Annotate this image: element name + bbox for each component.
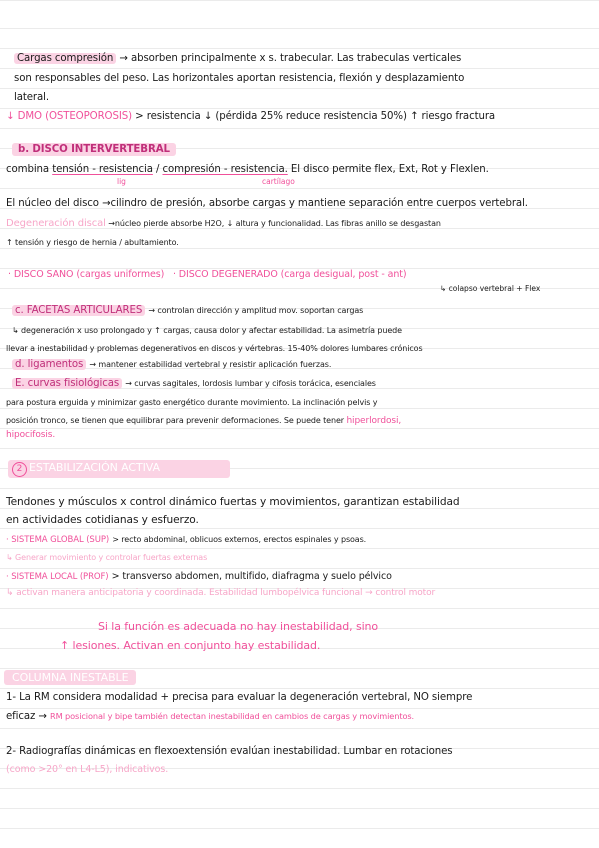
heading-columna: COLUMNA INESTABLE <box>4 670 136 685</box>
line-columna-1: 1- La RM considera modalidad + precisa para evaluar la degeneración vertebral, NO siempre <box>6 692 473 703</box>
text: > resistencia ↓ (pérdida 25% reduce resistencia 50%) ↑ riesgo fractura <box>135 111 496 122</box>
line-disco-1 <box>6 163 489 176</box>
line-facetas <box>12 304 363 317</box>
section-disco-heading <box>12 143 176 156</box>
heading-text: ESTABILIZACIÓN ACTIVA <box>29 461 160 474</box>
note-columna-4: (como >20° en L4-L5), indicativos. <box>6 764 169 775</box>
line-sistema-local <box>6 570 392 584</box>
heading-facetas: c. FACETAS ARTICULARES <box>12 305 145 316</box>
heading-ligamentos: d. ligamentos <box>12 359 86 370</box>
section-columna-heading <box>4 670 136 685</box>
line-estab-2: en actividades cotidianas y esfuerzo. <box>6 514 199 526</box>
callout-2: ↑ lesiones. Activan en conjunto hay estabilidad. <box>60 639 321 652</box>
heading-estabilizacion <box>8 460 230 478</box>
note-sistema-local: ↳ activan manera anticipatoria y coordinada. Estabilidad lumbopélvica funcional → control motor <box>6 588 436 598</box>
line-curvas-3 <box>6 414 401 428</box>
line-columna-2 <box>6 710 414 723</box>
text: absorben principalmente x s. trabecular. Las trabeculas verticales <box>130 53 462 64</box>
arrow-icon: → <box>119 53 128 64</box>
section-number: 2 <box>12 462 27 477</box>
text: / <box>156 164 160 175</box>
term-tension: tensión - resistencia <box>52 164 153 175</box>
term-disco-sano: · DISCO SANO (cargas uniformes) <box>8 269 165 280</box>
line-disco-tipos <box>8 268 407 281</box>
line-curvas-2: para postura erguida y minimizar gasto energético durante movimiento. La inclinación pelvis y <box>6 398 378 407</box>
text: posición tronco, se tienen que equilibrar para prevenir deformaciones. Se puede tener <box>6 416 344 425</box>
text: > recto abdominal, oblicuos externos, erectos espinales y psoas. <box>112 535 367 544</box>
term-hiperlordosis: hiperlordosi, <box>346 416 402 426</box>
heading: b. DISCO INTERVERTEBRAL <box>12 143 176 156</box>
term-disco-degenerado: · DISCO DEGENERADO (carga desigual, post - ant) <box>172 269 407 280</box>
term-dmo: ↓ DMO (OSTEOPOROSIS) <box>6 111 132 122</box>
line-curvas <box>12 377 376 390</box>
note-sistema-global: ↳ Generar movimiento y controlar fuertas externas <box>6 553 208 562</box>
line-text: son responsables del peso. Las horizontales aportan resistencia, flexión y desplazamiento <box>14 73 465 84</box>
note-colapso: ↳ colapso vertebral + Flex <box>440 284 541 293</box>
text: El disco permite flex, Ext, Rot y Flexlen. <box>290 164 489 175</box>
heading-curvas: E. curvas fisiológicas <box>12 378 122 389</box>
line-text: lateral. <box>14 92 50 103</box>
line-estab-1: Tendones y músculos x control dinámico fuertas y movimientos, garantizan estabilidad <box>6 496 460 508</box>
text: → mantener estabilidad vertebral y resistir aplicación fuerzas. <box>89 360 332 369</box>
term-degeneracion: Degeneración discal <box>6 218 106 229</box>
line-facetas-2: ↳ degeneración x uso prolongado y ↑ cargas, causa dolor y afectar estabilidad. La asimetría puede <box>12 326 402 335</box>
text: combina <box>6 164 50 175</box>
text: → controlan dirección y amplitud mov. soportan cargas <box>148 306 364 315</box>
note-cartilago: cartílago <box>262 177 295 186</box>
line-disco-3 <box>6 217 441 230</box>
text: →núcleo pierde absorbe H2O, ↓ altura y funcionalidad. Las fibras anillo se desgastan <box>108 219 441 228</box>
line-dmo <box>6 110 495 123</box>
term-compresion: compresión - resistencia. <box>162 164 288 175</box>
text: → curvas sagitales, lordosis lumbar y cifosis torácica, esenciales <box>125 379 376 388</box>
line-cargas <box>14 52 461 65</box>
arrow-icon: → <box>38 711 47 722</box>
line-sistema-global <box>6 533 366 547</box>
text: > transverso abdomen, multifido, diafragma y suelo pélvico <box>111 571 392 582</box>
term-sistema-global: · SISTEMA GLOBAL (SUP) <box>6 535 110 545</box>
line-facetas-3: llevar a inestabilidad y problemas degenerativos en discos y vértebras. 15-40% dolores lumbares crónicos <box>6 344 423 353</box>
term-hipocifosis: hipocifosis. <box>6 430 56 440</box>
note-lig: lig <box>117 177 126 186</box>
callout-1: Si la función es adecuada no hay inestabilidad, sino <box>98 620 379 633</box>
text: eficaz <box>6 711 36 722</box>
line-disco-4: ↑ tensión y riesgo de hernia / abultamiento. <box>6 238 179 247</box>
line-columna-3: 2- Radiografías dinámicas en flexoextensión evalúan inestabilidad. Lumbar en rotaciones <box>6 746 453 757</box>
line-disco-2: El núcleo del disco →cilindro de presión, absorbe cargas y mantiene separación entre cuerpos vertebral. <box>6 198 528 209</box>
section-estabilizacion-heading <box>8 460 230 478</box>
note-rm: RM posicional y bipe también detectan inestabilidad en cambios de cargas y movimientos. <box>50 711 415 721</box>
line-ligamentos <box>12 358 331 371</box>
term-cargas: Cargas compresión <box>14 53 116 64</box>
term-sistema-local: · SISTEMA LOCAL (PROF) <box>6 572 109 582</box>
